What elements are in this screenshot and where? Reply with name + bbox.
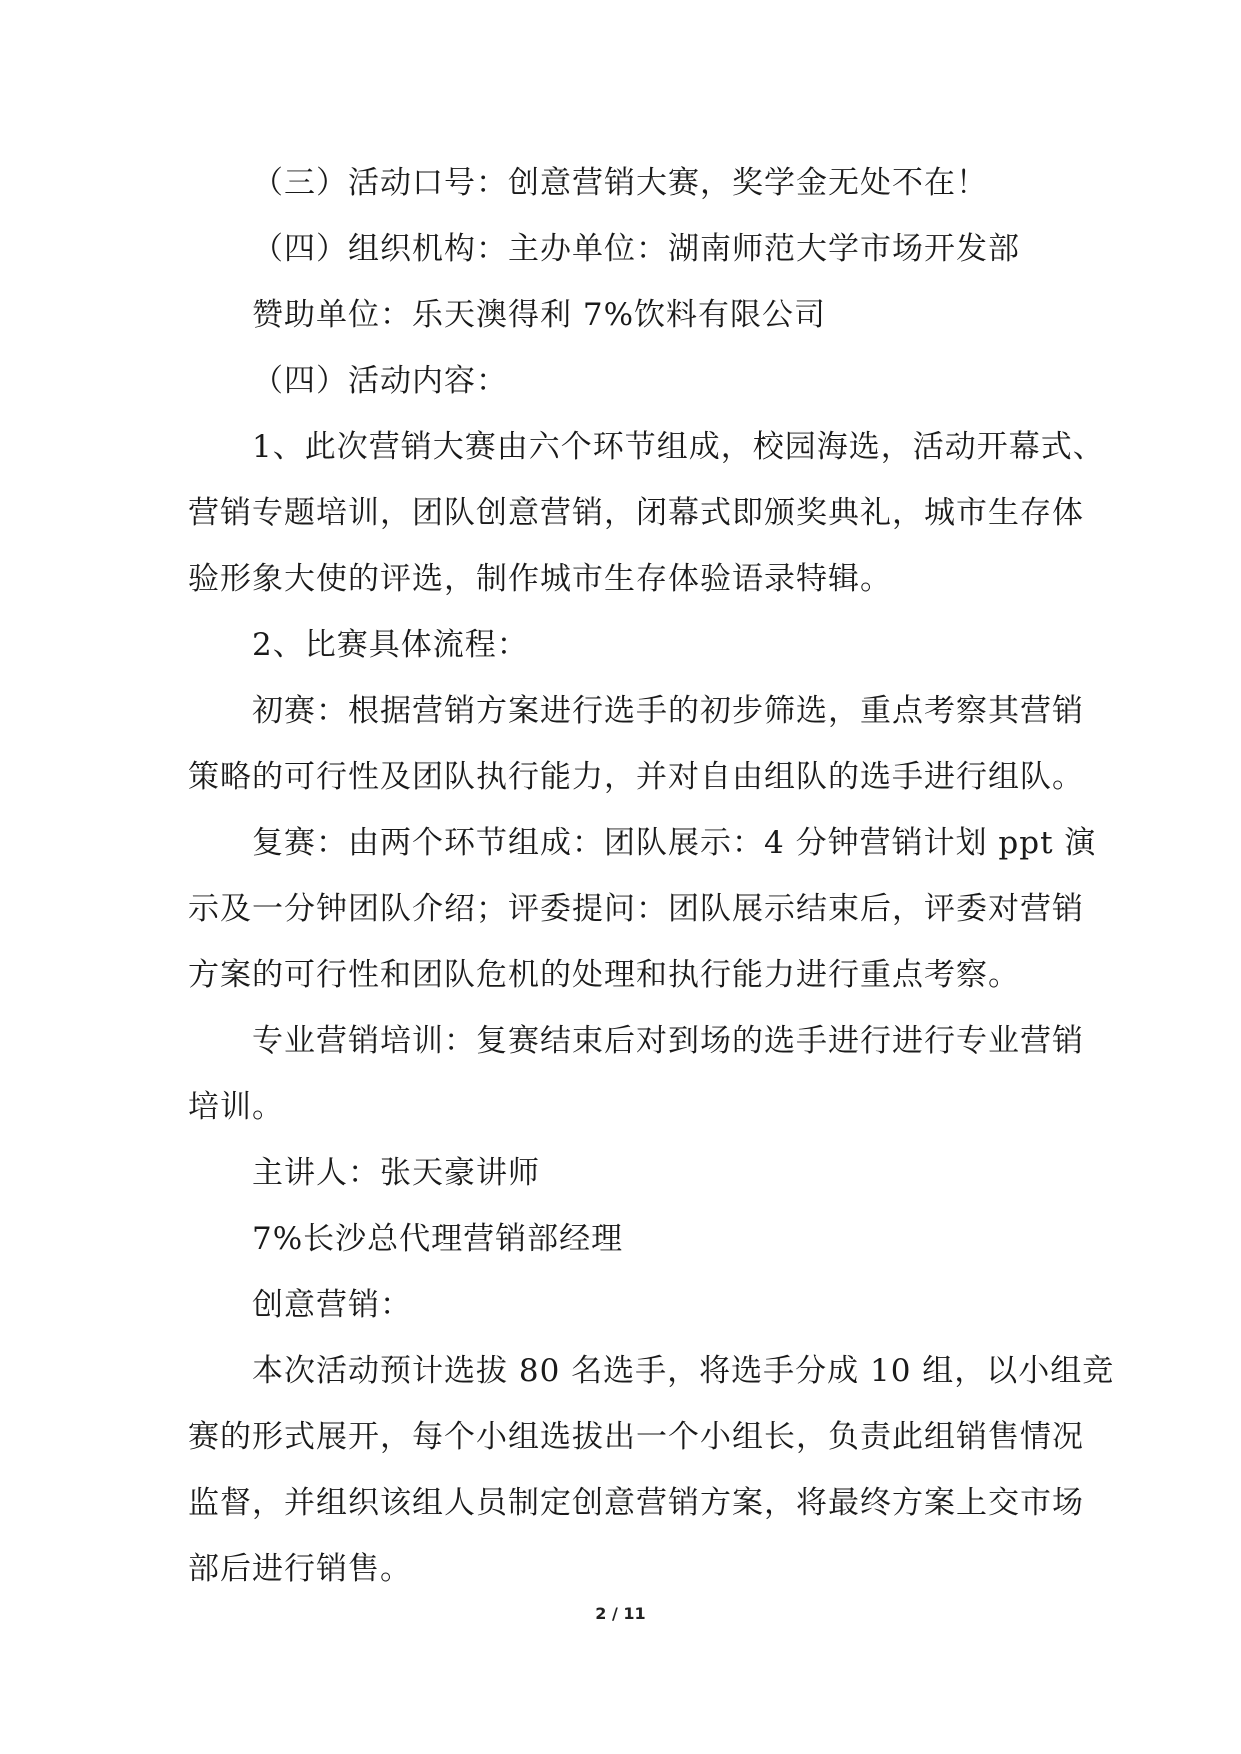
text-line: 培训。 bbox=[188, 1089, 284, 1125]
document-body bbox=[188, 150, 1115, 1602]
text-line: 初赛：根据营销方案进行选手的初步筛选，重点考察其营销 bbox=[252, 693, 1084, 729]
text-line: 赞助单位：乐天澳得利 7%饮料有限公司 bbox=[252, 297, 827, 333]
text-line: 专业营销培训：复赛结束后对到场的选手进行进行专业营销 bbox=[252, 1023, 1084, 1059]
text-line: 主讲人：张天豪讲师 bbox=[252, 1155, 540, 1191]
text-line: 创意营销： bbox=[252, 1287, 412, 1323]
text-line: 7%长沙总代理营销部经理 bbox=[252, 1221, 624, 1257]
text-line: 验形象大使的评选，制作城市生存体验语录特辑。 bbox=[188, 561, 892, 597]
text-line: 赛的形式展开，每个小组选拔出一个小组长，负责此组销售情况 bbox=[188, 1419, 1084, 1455]
text-line: （三）活动口号：创意营销大赛，奖学金无处不在！ bbox=[252, 165, 988, 201]
text-line: 监督，并组织该组人员制定创意营销方案，将最终方案上交市场 bbox=[188, 1485, 1084, 1521]
page-number: 2 / 11 bbox=[595, 1604, 646, 1623]
text-line: 营销专题培训，团队创意营销，闭幕式即颁奖典礼，城市生存体 bbox=[188, 495, 1084, 531]
text-line: 方案的可行性和团队危机的处理和执行能力进行重点考察。 bbox=[188, 957, 1020, 993]
text-line: 2、比赛具体流程： bbox=[252, 627, 529, 663]
text-line: 示及一分钟团队介绍；评委提问：团队展示结束后，评委对营销 bbox=[188, 891, 1084, 927]
text-line: 策略的可行性及团队执行能力，并对自由组队的选手进行组队。 bbox=[188, 759, 1084, 795]
text-line: （四）活动内容： bbox=[252, 363, 508, 399]
text-line: （四）组织机构：主办单位：湖南师范大学市场开发部 bbox=[252, 231, 1020, 267]
text-line: 复赛：由两个环节组成：团队展示：4 分钟营销计划 ppt 演 bbox=[252, 825, 1097, 861]
text-line: 本次活动预计选拔 80 名选手，将选手分成 10 组，以小组竞 bbox=[252, 1353, 1115, 1389]
text-line: 部后进行销售。 bbox=[188, 1551, 412, 1587]
text-line: 1、此次营销大赛由六个环节组成，校园海选，活动开幕式、 bbox=[252, 429, 1105, 465]
